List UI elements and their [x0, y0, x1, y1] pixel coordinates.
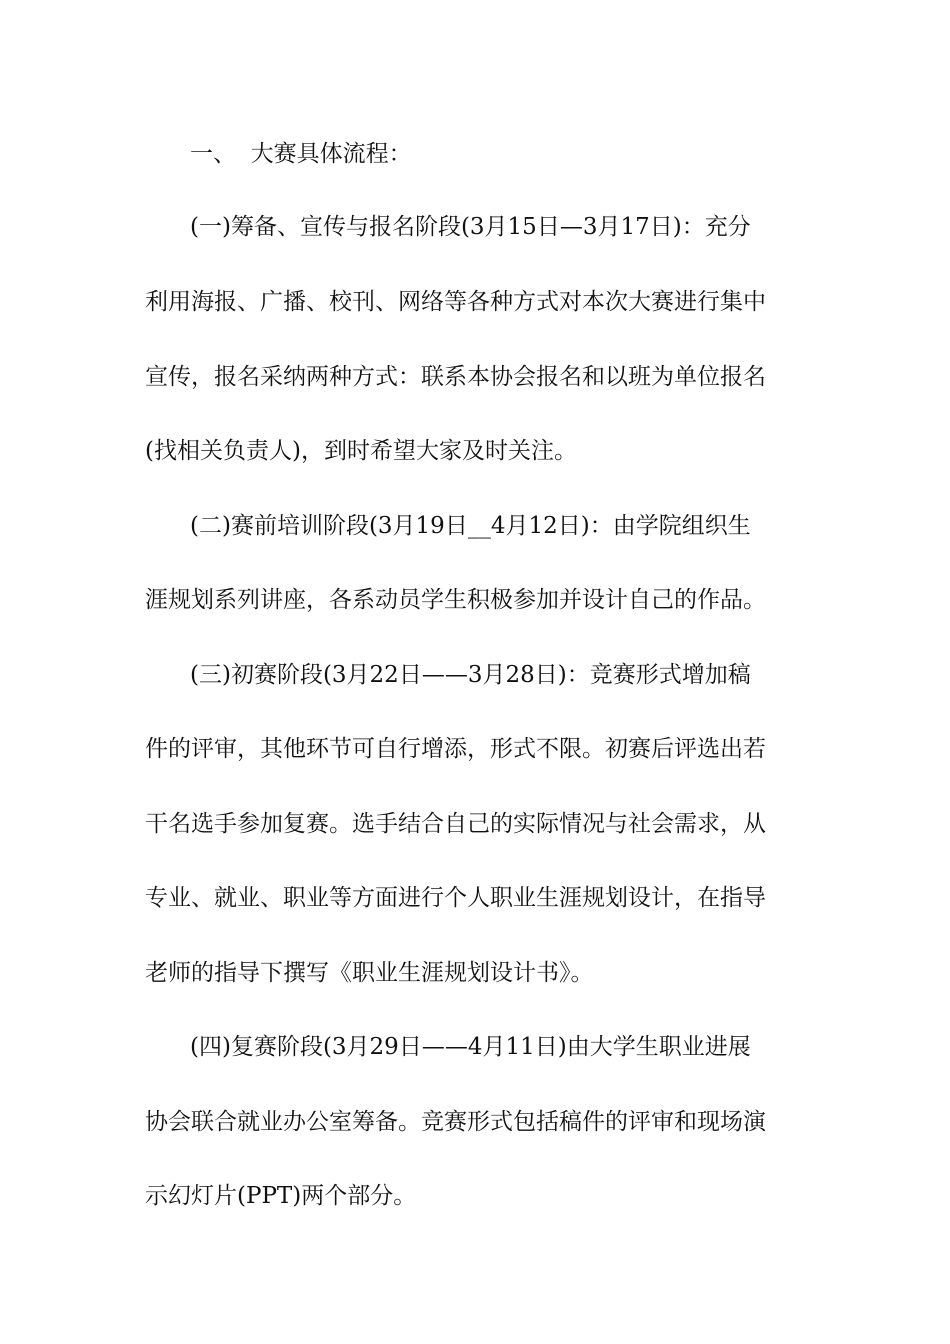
paragraph-1-line-1: (一)筹备、宣传与报名阶段(3月15日—3月17日)：充分: [190, 214, 751, 240]
paragraph-line: [0, 804, 950, 844]
paragraph-line: [0, 431, 950, 471]
paragraph-line: [0, 953, 950, 993]
paragraph-line: [0, 729, 950, 769]
paragraph-line: [0, 1102, 950, 1142]
paragraph-4-line-1: (四)复赛阶段(3月29日——4月11日)由大学生职业进展: [190, 1034, 751, 1060]
paragraph-3-line-3: 干名选手参加复赛。选手结合自己的实际情况与社会需求，从: [145, 811, 766, 837]
section-heading: [0, 134, 950, 174]
paragraph-2-line-2: 涯规划系列讲座，各系动员学生积极参加并设计自己的作品。: [145, 587, 766, 613]
paragraph-line: [0, 357, 950, 397]
paragraph-line: [0, 878, 950, 918]
paragraph-line: [0, 282, 950, 322]
paragraph-1-line-4: (找相关负责人)，到时希望大家及时关注。: [145, 438, 577, 464]
paragraph-line: [0, 580, 950, 620]
paragraph-line: [0, 207, 950, 247]
paragraph-4-line-3: 示幻灯片(PPT)两个部分。: [145, 1183, 417, 1209]
paragraph-3-line-5: 老师的指导下撰写《职业生涯规划设计书》。: [145, 960, 594, 986]
paragraph-1-line-2: 利用海报、广播、校刊、网络等各种方式对本次大赛进行集中: [145, 289, 766, 315]
paragraph-line: [0, 506, 950, 546]
paragraph-1-line-3: 宣传，报名采纳两种方式：联系本协会报名和以班为单位报名: [145, 364, 766, 390]
paragraph-line: [0, 1027, 950, 1067]
paragraph-3-line-4: 专业、就业、职业等方面进行个人职业生涯规划设计，在指导: [145, 885, 766, 911]
paragraph-line: [0, 1176, 950, 1216]
section-heading-text: 一、 大赛具体流程：: [190, 141, 412, 167]
paragraph-4-line-2: 协会联合就业办公室筹备。竞赛形式包括稿件的评审和现场演: [145, 1109, 766, 1135]
paragraph-3-line-2: 件的评审，其他环节可自行增添，形式不限。初赛后评选出若: [145, 736, 766, 762]
paragraph-2-line-1: (二)赛前培训阶段(3月19日__4月12日)：由学院组织生: [190, 513, 751, 539]
paragraph-line: [0, 655, 950, 695]
paragraph-3-line-1: (三)初赛阶段(3月22日——3月28日)：竞赛形式增加稿: [190, 662, 751, 688]
